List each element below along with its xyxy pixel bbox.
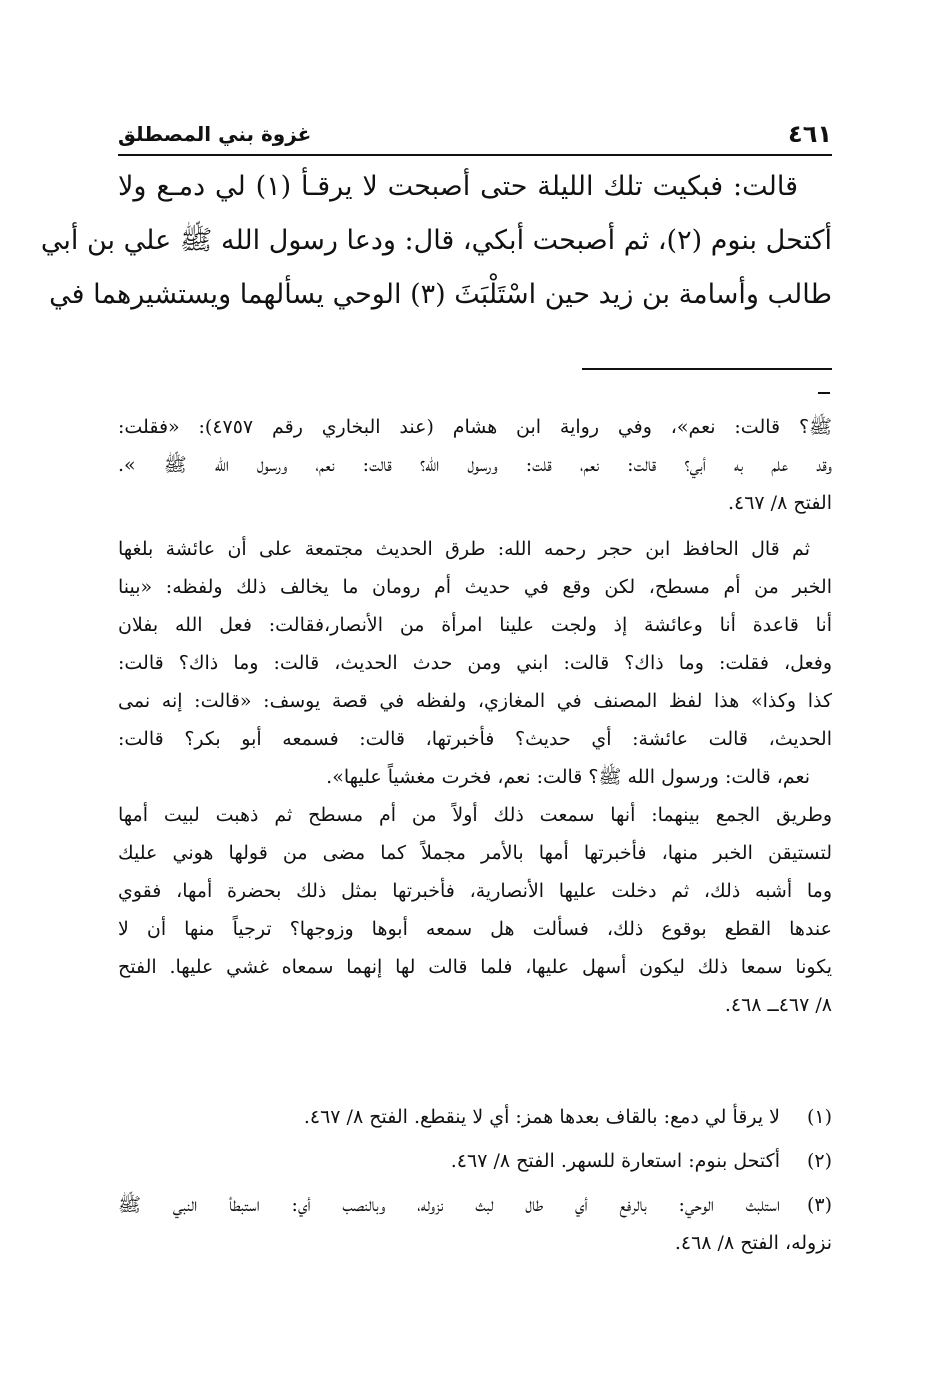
note-line: وفعل، فقلت: وما ذاك؟ قالت: ابني ومن حدث الحديث، قالت: وما ذاك؟ قالت: xyxy=(118,652,832,674)
footnote-number: (٣) xyxy=(806,1194,832,1216)
footnote-number: (١) xyxy=(806,1106,832,1128)
footnote-text: نزوله، الفتح ٨/ ٤٦٨. xyxy=(674,1232,832,1254)
note-line: ثم قال الحافظ ابن حجر رحمه الله: طرق الحديث مجتمعة على أن عائشة بلغها xyxy=(118,538,810,560)
main-text-line: قالت: فبكيت تلك الليلة حتى أصبحت لا يرقـأ (١) لي دمـع ولا xyxy=(118,171,798,202)
note-line: الخبر من أم مسطح، لكن وقع في حديث أم رومان ما يخالف ذلك ولفظه: «بينا xyxy=(118,576,832,598)
note-line: نعم، قالت: ورسول الله ﷺ؟ قالت: نعم، فخرت مغشياً عليها». xyxy=(326,766,810,788)
note-line: يكونا سمعا ذلك ليكون أسهل عليها، فلما قالت لها إنهما سمعاه غشي عليها. الفتح xyxy=(118,956,832,978)
note-line: عندها القطع بوقوع ذلك، فسألت هل سمعه أبوها وزوجها؟ ترجياً منها أن لا xyxy=(118,918,832,940)
page-header xyxy=(118,118,832,156)
footnote-number: (٢) xyxy=(806,1150,832,1172)
note-line: الفتح ٨/ ٤٦٧. xyxy=(727,492,832,514)
note-line: وطريق الجمع بينهما: أنها سمعت ذلك أولاً من أم مسطح ثم ذهبت لبيت أمها xyxy=(118,804,832,826)
note-line: وما أشبه ذلك، ثم دخلت عليها الأنصارية، فأخبرتها بمثل ذلك بحضرة أمها، فقوي xyxy=(118,880,832,902)
note-line: لتستيقن الخبر منها، فأخبرتها أمها بالأمر مجملاً كما مضى من قولها هوني عليك xyxy=(118,842,832,864)
footnote-1 xyxy=(118,1098,832,1136)
note-line: ﷺ؟ قالت: نعم»، وفي رواية ابن هشام (عند البخاري رقم ٤٧٥٧): «فقلت: xyxy=(118,416,832,438)
footnote-continuation xyxy=(118,408,832,1024)
main-text-line: أكتحل بنوم (٢)، ثم أصبحت أبكي، قال: ودعا رسول الله ﷺ علي بن أبي xyxy=(40,225,832,256)
note-line: كذا وكذا» هذا لفظ المصنف في المغازي، ولفظه في قصة يوسف: «قالت: إنه نمى xyxy=(118,690,832,712)
running-title: غزوة بني المصطلق xyxy=(118,122,312,146)
footnote-text: أكتحل بنوم: استعارة للسهر. الفتح ٨/ ٤٦٧. xyxy=(450,1150,780,1172)
footnote-3 xyxy=(118,1186,832,1262)
main-text xyxy=(40,160,832,322)
note-line: أنا قاعدة أنا وعائشة إذ ولجت علينا امرأة من الأنصار،فقالت: فعل الله بفلان xyxy=(118,614,832,636)
note-line: وقد علم به أبي؟ قالت: نعم، قلت: ورسول الله؟ قالت: نعم، ورسول الله ﷺ ». xyxy=(118,454,832,476)
continuation-dash xyxy=(818,392,830,394)
page-number: ٤٦١ xyxy=(788,120,832,148)
main-text-line: طالب وأسامة بن زيد حين اسْتَلْبَثَ (٣) الوحي يسألهما ويستشيرهما في xyxy=(49,279,832,310)
footnote-2 xyxy=(118,1142,832,1180)
note-line: ٨/ ٤٦٧ــ ٤٦٨. xyxy=(724,994,832,1016)
note-line: الحديث، قالت عائشة: أي حديث؟ فأخبرتها، قالت: فسمعه أبو بكر؟ قالت: xyxy=(118,728,832,750)
footnote-text: لا يرقأ لي دمع: بالقاف بعدها همز: أي لا ينقطع. الفتح ٨/ ٤٦٧. xyxy=(303,1106,780,1128)
footnote-text: استلبث الوحي: بالرفع أي طال لبث نزوله، وبالنصب أي: استبطأ النبي ﷺ xyxy=(118,1194,780,1216)
footnote-separator xyxy=(582,368,832,370)
